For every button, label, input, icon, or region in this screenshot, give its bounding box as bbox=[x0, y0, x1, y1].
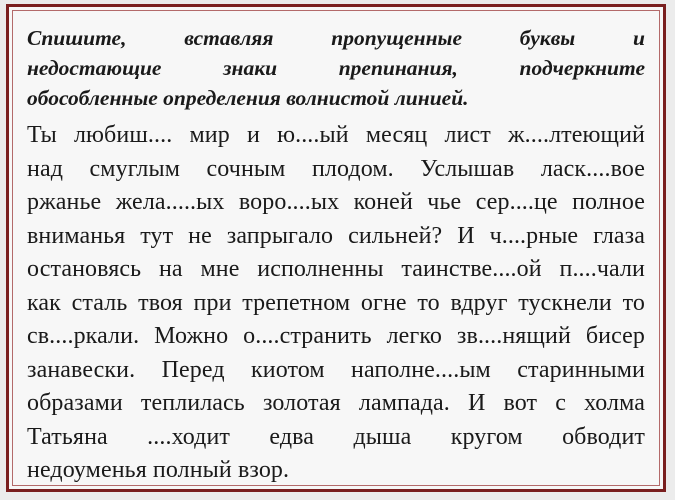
task-instruction bbox=[27, 23, 645, 113]
text-line: как сталь твоя при трепетном огне то вдруг тускнели то bbox=[27, 289, 645, 316]
text-line: остановясь на мне исполненны таинстве....ой п....чали bbox=[27, 256, 645, 282]
text-line: над смуглым сочным плодом. Услышав ласк....вое bbox=[27, 155, 645, 182]
text-line: недоуменья полный взор. bbox=[27, 457, 290, 483]
text-line: св....ркали. Можно о....странить легко зв....нящий бисер bbox=[27, 323, 645, 349]
text-line: занавески. Перед киотом наполне....ым старинными bbox=[27, 356, 645, 383]
text-line: вниманья тут не запрыгало сильней? И ч....рные глаза bbox=[27, 222, 645, 249]
task-line: обособленные определения волнистой линией. bbox=[27, 86, 469, 110]
exercise-text bbox=[27, 119, 645, 488]
task-line: Спишите, вставляя пропущенные буквы и bbox=[27, 26, 645, 50]
text-line: образами теплилась золотая лампада. И вот с холма bbox=[27, 390, 645, 416]
text-line: Татьяна ....ходит едва дыша кругом обводит bbox=[27, 423, 645, 450]
text-line: ржанье жела.....ых воро....ых коней чье сер....це полное bbox=[27, 189, 645, 215]
task-line: недостающие знаки препинания, подчеркните bbox=[27, 56, 645, 80]
exercise-card bbox=[6, 4, 666, 492]
text-line: Ты любиш.... мир и ю....ый месяц лист ж....лтеющий bbox=[27, 122, 645, 148]
exercise-content bbox=[27, 23, 645, 488]
